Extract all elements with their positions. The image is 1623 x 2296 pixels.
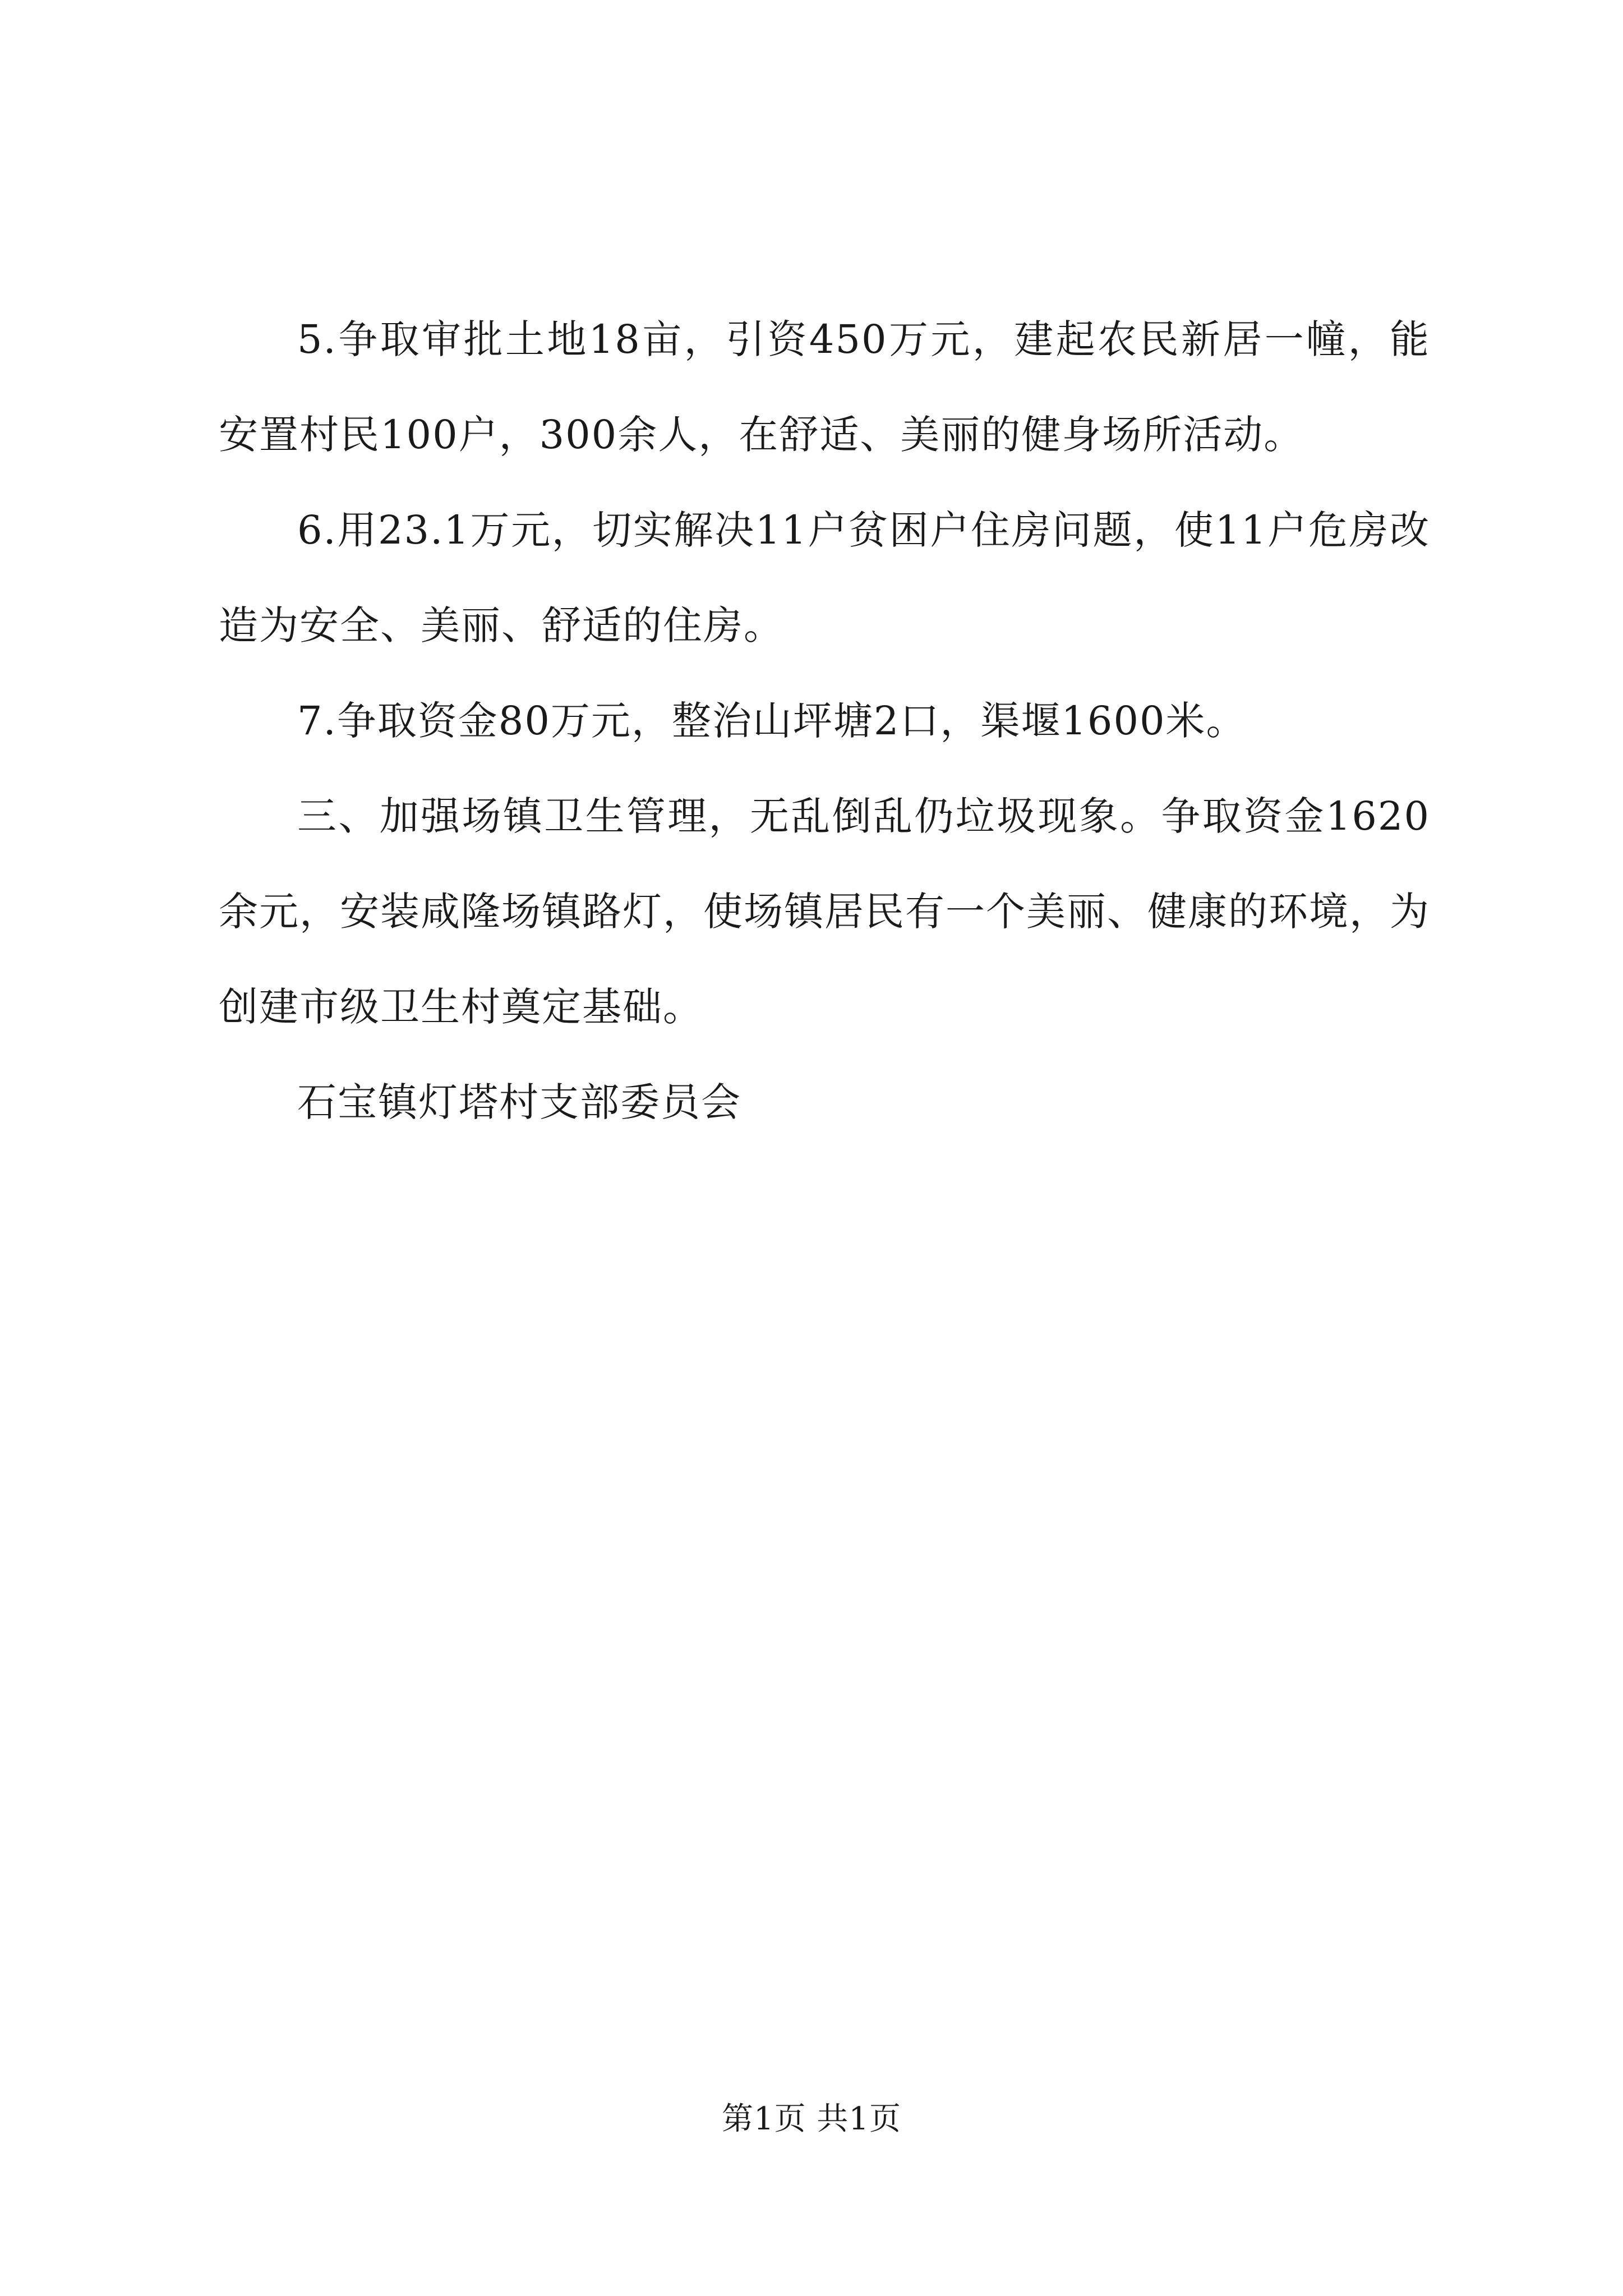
page-footer: 第1页 共1页 — [721, 2101, 902, 2137]
paragraph-section-3: 三、加强场镇卫生管理，无乱倒乱仍垃圾现象。争取资金1620余元，安装咸隆场镇路灯，使场镇居民有一个美丽、健康的环境，为创建市级卫生村奠定基础。 — [219, 793, 1430, 1030]
paragraph-item-7: 7.争取资金80万元，整治山坪塘2口，渠堰1600米。 — [297, 698, 1247, 744]
paragraph-item-5: 5.争取审批土地18亩，引资450万元，建起农民新居一幢，能安置村民100户，300余人，在舒适、美丽的健身场所活动。 — [219, 316, 1430, 458]
paragraph-item-6: 6.用23.1万元，切实解决11户贫困户住房问题，使11户危房改造为安全、美丽、舒适的住房。 — [219, 507, 1430, 648]
signature-line: 石宝镇灯塔村支部委员会 — [297, 1079, 741, 1125]
document-body — [219, 292, 1430, 1150]
